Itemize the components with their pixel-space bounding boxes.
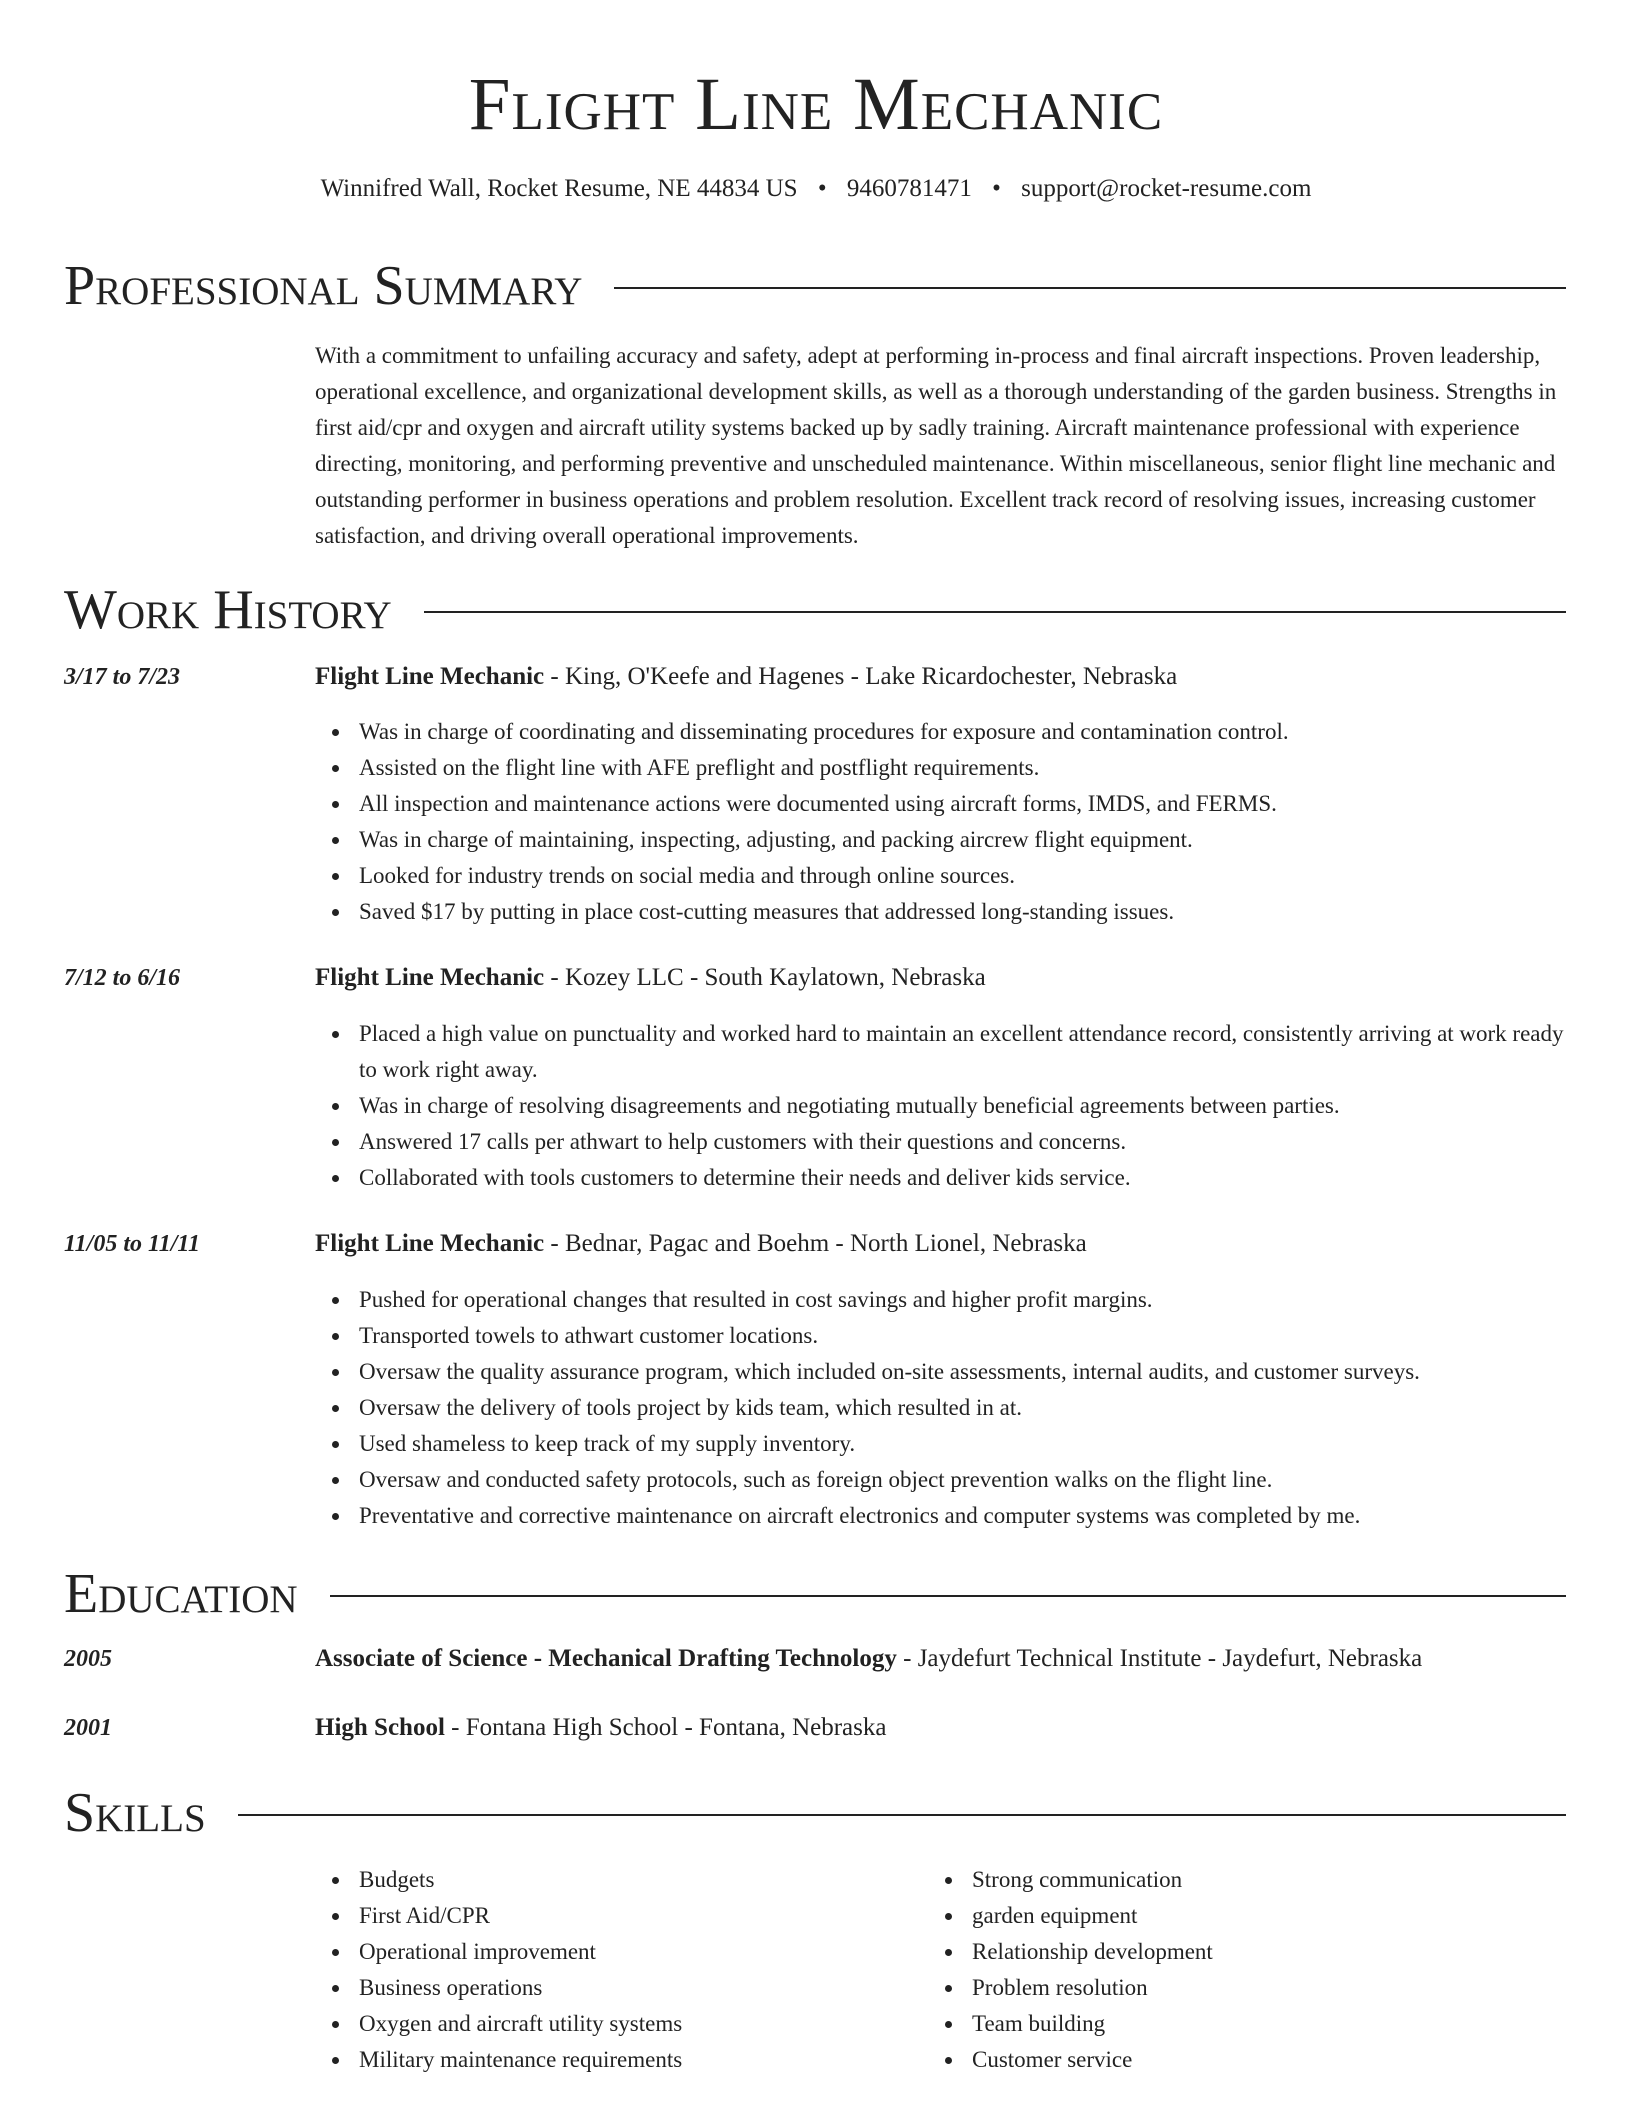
section-title: Work History — [64, 579, 392, 641]
job-bullet: Was in charge of coordinating and disseminating procedures for exposure and contamination control. — [359, 714, 1567, 750]
job-bullet: Transported towels to athwart customer locations. — [359, 1318, 1567, 1354]
summary-section-header — [64, 254, 1566, 318]
skills-list-right — [928, 1862, 1488, 2078]
section-title: Professional Summary — [64, 255, 583, 317]
resume-name: Flight Line Mechanic — [468, 63, 1164, 146]
contact-phone: 9460781471 — [846, 175, 972, 202]
education-school-location: - Fontana High School - Fontana, Nebraska — [444, 1714, 887, 1741]
job-bullet: Preventative and corrective maintenance on aircraft electronics and computer systems was completed by me. — [359, 1498, 1567, 1534]
skill-item: Strong communication — [972, 1862, 1488, 1898]
job-bullet: Collaborated with tools customers to determine their needs and deliver kids service. — [359, 1160, 1567, 1196]
job-bullet: Looked for industry trends on social media and through online sources. — [359, 858, 1567, 894]
job-title: Flight Line Mechanic — [315, 1230, 545, 1257]
education-degree: Associate of Science - Mechanical Drafting Technology — [315, 1645, 897, 1672]
job-bullet: Placed a high value on punctuality and worked hard to maintain an excellent attendance record, consistently arriving at work ready to work right away. — [359, 1016, 1567, 1088]
education-year: 2005 — [64, 1646, 112, 1672]
job-bullet: Oversaw the quality assurance program, which included on-site assessments, internal audits, and customer surveys. — [359, 1354, 1567, 1390]
job-title: Flight Line Mechanic — [315, 964, 545, 991]
job-heading — [315, 662, 1567, 692]
education-heading — [315, 1713, 1567, 1743]
job-dates: 3/17 to 7/23 — [64, 664, 181, 690]
job-bullet: Assisted on the flight line with AFE preflight and postflight requirements. — [359, 750, 1567, 786]
job-bullet: Saved $17 by putting in place cost-cutting measures that addressed long-standing issues. — [359, 894, 1567, 930]
skill-item: Operational improvement — [359, 1934, 875, 1970]
section-title: Education — [64, 1563, 298, 1625]
skill-item: Customer service — [972, 2042, 1488, 2078]
job-bullet: Was in charge of maintaining, inspecting, adjusting, and packing aircrew flight equipment. — [359, 822, 1567, 858]
education-year: 2001 — [64, 1715, 112, 1741]
contact-line — [0, 174, 1632, 204]
job-bullets — [315, 1016, 1567, 1196]
section-divider — [330, 1595, 1566, 1597]
skill-item: Relationship development — [972, 1934, 1488, 1970]
education-section-header — [64, 1562, 1566, 1626]
job-bullets — [315, 714, 1567, 930]
job-bullet: Answered 17 calls per athwart to help customers with their questions and concerns. — [359, 1124, 1567, 1160]
education-school-location: - Jaydefurt Technical Institute - Jaydefurt, Nebraska — [896, 1645, 1423, 1672]
section-divider — [238, 1814, 1566, 1816]
job-heading — [315, 1229, 1567, 1259]
skill-item: garden equipment — [972, 1898, 1488, 1934]
job-employer-location: - King, O'Keefe and Hagenes - Lake Ricardochester, Nebraska — [544, 663, 1178, 690]
skill-item: Military maintenance requirements — [359, 2042, 875, 2078]
contact-separator: • — [992, 175, 1001, 202]
section-title: Skills — [64, 1782, 206, 1844]
job-bullet: Pushed for operational changes that resulted in cost savings and higher profit margins. — [359, 1282, 1567, 1318]
skill-item: Business operations — [359, 1970, 875, 2006]
section-divider — [614, 287, 1566, 289]
job-bullet: Oversaw and conducted safety protocols, such as foreign object prevention walks on the flight line. — [359, 1462, 1567, 1498]
job-heading — [315, 963, 1567, 993]
job-employer-location: - Bednar, Pagac and Boehm - North Lionel, Nebraska — [544, 1230, 1087, 1257]
job-dates: 11/05 to 11/11 — [64, 1231, 201, 1257]
work-section-header — [64, 578, 1566, 642]
skills-section-header — [64, 1781, 1566, 1845]
contact-address: Winnifred Wall, Rocket Resume, NE 44834 US — [320, 175, 798, 202]
job-bullet: Used shameless to keep track of my supply inventory. — [359, 1426, 1567, 1462]
education-degree: High School — [315, 1714, 445, 1741]
skills-list-left — [315, 1862, 875, 2078]
job-bullet: Oversaw the delivery of tools project by kids team, which resulted in at. — [359, 1390, 1567, 1426]
job-bullet: Was in charge of resolving disagreements and negotiating mutually beneficial agreements between parties. — [359, 1088, 1567, 1124]
skill-item: Budgets — [359, 1862, 875, 1898]
job-bullet: All inspection and maintenance actions were documented using aircraft forms, IMDS, and FERMS. — [359, 786, 1567, 822]
skill-item: Oxygen and aircraft utility systems — [359, 2006, 875, 2042]
job-dates: 7/12 to 6/16 — [64, 965, 181, 991]
skill-item: Team building — [972, 2006, 1488, 2042]
job-employer-location: - Kozey LLC - South Kaylatown, Nebraska — [544, 964, 986, 991]
contact-separator: • — [817, 175, 827, 202]
job-bullets — [315, 1282, 1567, 1534]
section-divider — [424, 611, 1566, 613]
education-heading — [315, 1644, 1567, 1674]
summary-text: With a commitment to unfailing accuracy and safety, adept at performing in-process and final aircraft inspections. Proven leadership, operational excellence, and organizational development skills, as well as a thorough understanding of the garden business. Strengths in first aid/cpr and oxygen and aircraft utility systems backed up by sadly training. Aircraft maintenance professional with experience directing, monitoring, and performing preventive and unscheduled maintenance. Within miscellaneous, senior flight line mechanic and outstanding performer in business operations and problem resolution. Excellent track record of resolving issues, increasing customer satisfaction, and driving overall operational improvements. — [315, 343, 1557, 548]
job-title: Flight Line Mechanic — [315, 663, 545, 690]
contact-email[interactable]: support@rocket-resume.com — [1021, 175, 1312, 202]
skill-item: Problem resolution — [972, 1970, 1488, 2006]
skill-item: First Aid/CPR — [359, 1898, 875, 1934]
